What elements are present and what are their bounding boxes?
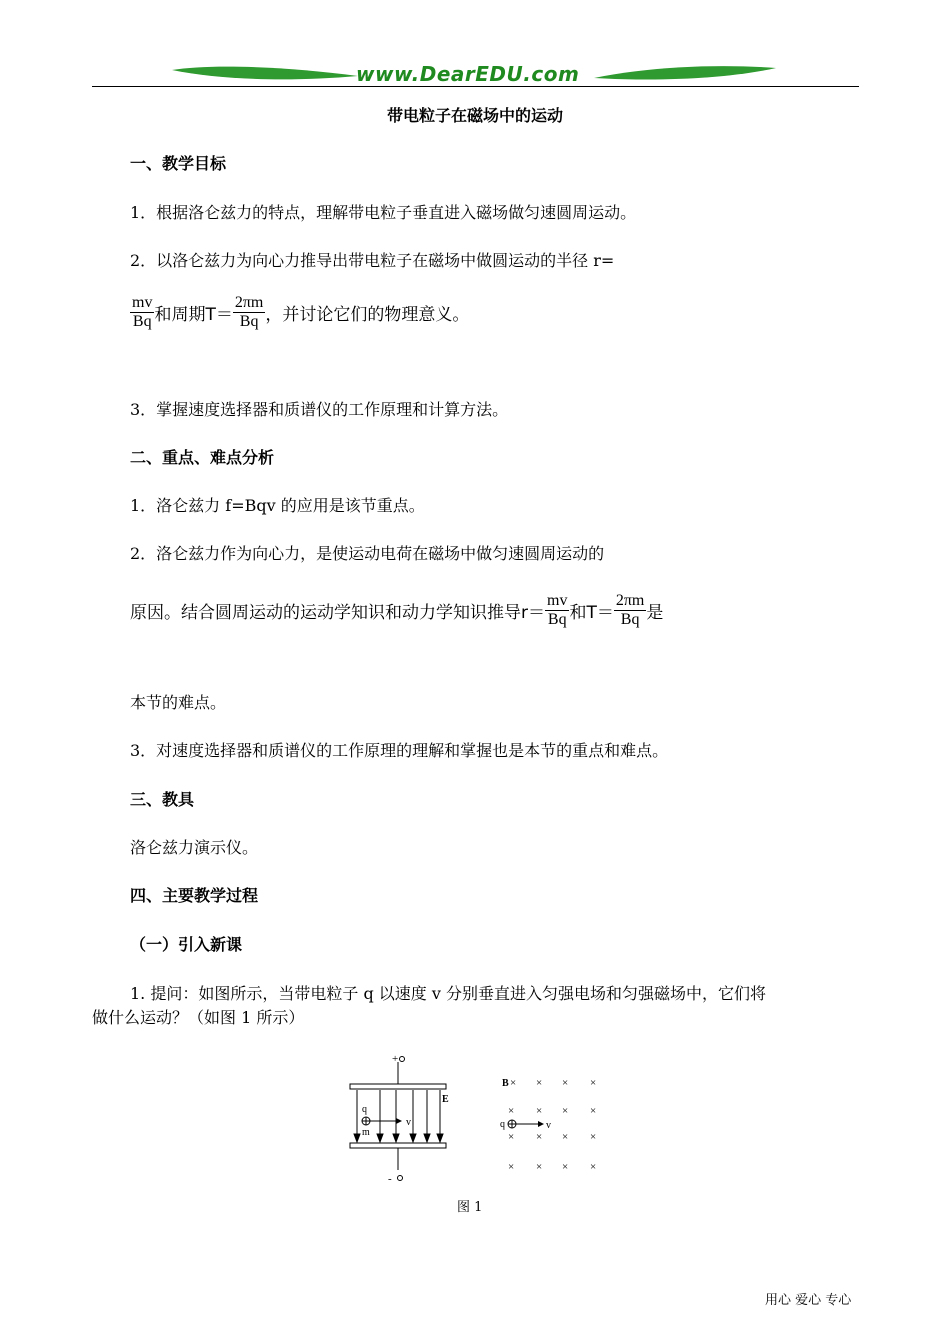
formula-period: $\frac{2\pi m}{Bq}$ [234,294,264,330]
s1-item-1: 1．根据洛仑兹力的特点，理解带电粒子垂直进入磁场做匀速圆周运动。 [130,203,637,222]
figure-1-caption: 图 1 [457,1200,483,1215]
header-rule [92,86,859,87]
electric-field-diagram [350,1053,449,1185]
svg-text:×: × [508,1161,515,1173]
svg-text:×: × [508,1105,515,1117]
velocity-v-label-left: v [406,1117,411,1128]
field-E-label: E [442,1094,449,1105]
minus-terminal-icon [398,1176,403,1181]
s4-para-line-2: 做什么运动？（如图 1 所示） [92,1008,305,1027]
plus-terminal-icon [400,1057,405,1062]
s2-item-2: 2．洛仑兹力作为向心力，是使运动电荷在磁场中做匀速圆周运动的 [130,544,605,563]
mass-m-label: m [362,1127,370,1138]
figure-1-diagram [340,1050,620,1190]
plus-terminal-label: + [392,1053,399,1065]
svg-text:×: × [590,1131,597,1143]
svg-text:×: × [590,1077,597,1089]
section-2-heading: 二、重点、难点分析 [130,448,275,467]
velocity-v-label-right: v [546,1120,551,1131]
svg-text:×: × [590,1161,597,1173]
field-B-label: B [502,1078,509,1089]
header-site-brand: www.DearEDU.com [356,62,580,86]
magnetic-field-diagram [500,1077,596,1173]
svg-text:×: × [510,1077,517,1089]
minus-terminal-label: - [388,1173,392,1185]
svg-text:×: × [536,1161,543,1173]
svg-text:×: × [562,1105,569,1117]
svg-text:×: × [536,1077,543,1089]
bottom-plate [350,1143,446,1148]
magnetic-field-crosses [508,1077,596,1173]
svg-text:×: × [590,1105,597,1117]
formula-period-2: $\frac{2\pi m}{Bq}$ [615,592,645,628]
s1-item-2: 2．以洛仑兹力为向心力推导出带电粒子在磁场中做圆运动的半径 r= [130,251,615,270]
header-swoosh-right-icon [592,62,778,84]
s4-para-line-1: 1. 提问：如图所示，当带电粒子 q 以速度 v 分别垂直进入匀强电场和匀强磁场中，它们将 [130,984,766,1003]
svg-text:×: × [562,1077,569,1089]
s2-item-3: 3．对速度选择器和质谱仪的工作原理的理解和掌握也是本节的重点和难点。 [130,741,669,760]
s2-formula-line: 原因。结合圆周运动的运动学知识和动力学知识推导r＝ $\frac{mv}{Bq}$ 和T＝ $\frac{2\pi m}{Bq}$ 是 [130,592,664,628]
formula-radius-2: $\frac{mv}{Bq}$ [547,592,568,628]
svg-text:×: × [536,1105,543,1117]
page-title: 带电粒子在磁场中的运动 [386,106,563,125]
section-3-heading: 三、教具 [130,790,195,809]
s2-line-b: 本节的难点。 [130,693,227,712]
svg-text:×: × [508,1131,515,1143]
svg-text:×: × [562,1161,569,1173]
section-4-subheading: （一）引入新课 [130,935,243,954]
s2-item-1: 1．洛仑兹力 f=Bqv 的应用是该节重点。 [130,496,425,515]
svg-text:×: × [536,1131,543,1143]
formula-radius: $\frac{mv}{Bq}$ [132,294,153,330]
s3-body: 洛仑兹力演示仪。 [130,838,259,857]
section-1-heading: 一、教学目标 [130,154,227,173]
header-swoosh-left-icon [170,62,360,84]
charge-q-label-right: q [500,1119,505,1130]
section-4-heading: 四、主要教学过程 [130,886,259,905]
s1-formula-line: $\frac{mv}{Bq}$ 和周期T＝ $\frac{2\pi m}{Bq}$ ，并讨论它们的物理意义。 [132,294,470,330]
svg-text:×: × [562,1131,569,1143]
charge-q-label-left: q [362,1104,367,1115]
top-plate [350,1084,446,1089]
s1-item-3: 3．掌握速度选择器和质谱仪的工作原理和计算方法。 [130,400,509,419]
page-footer: 用心 爱心 专心 [765,1293,852,1308]
